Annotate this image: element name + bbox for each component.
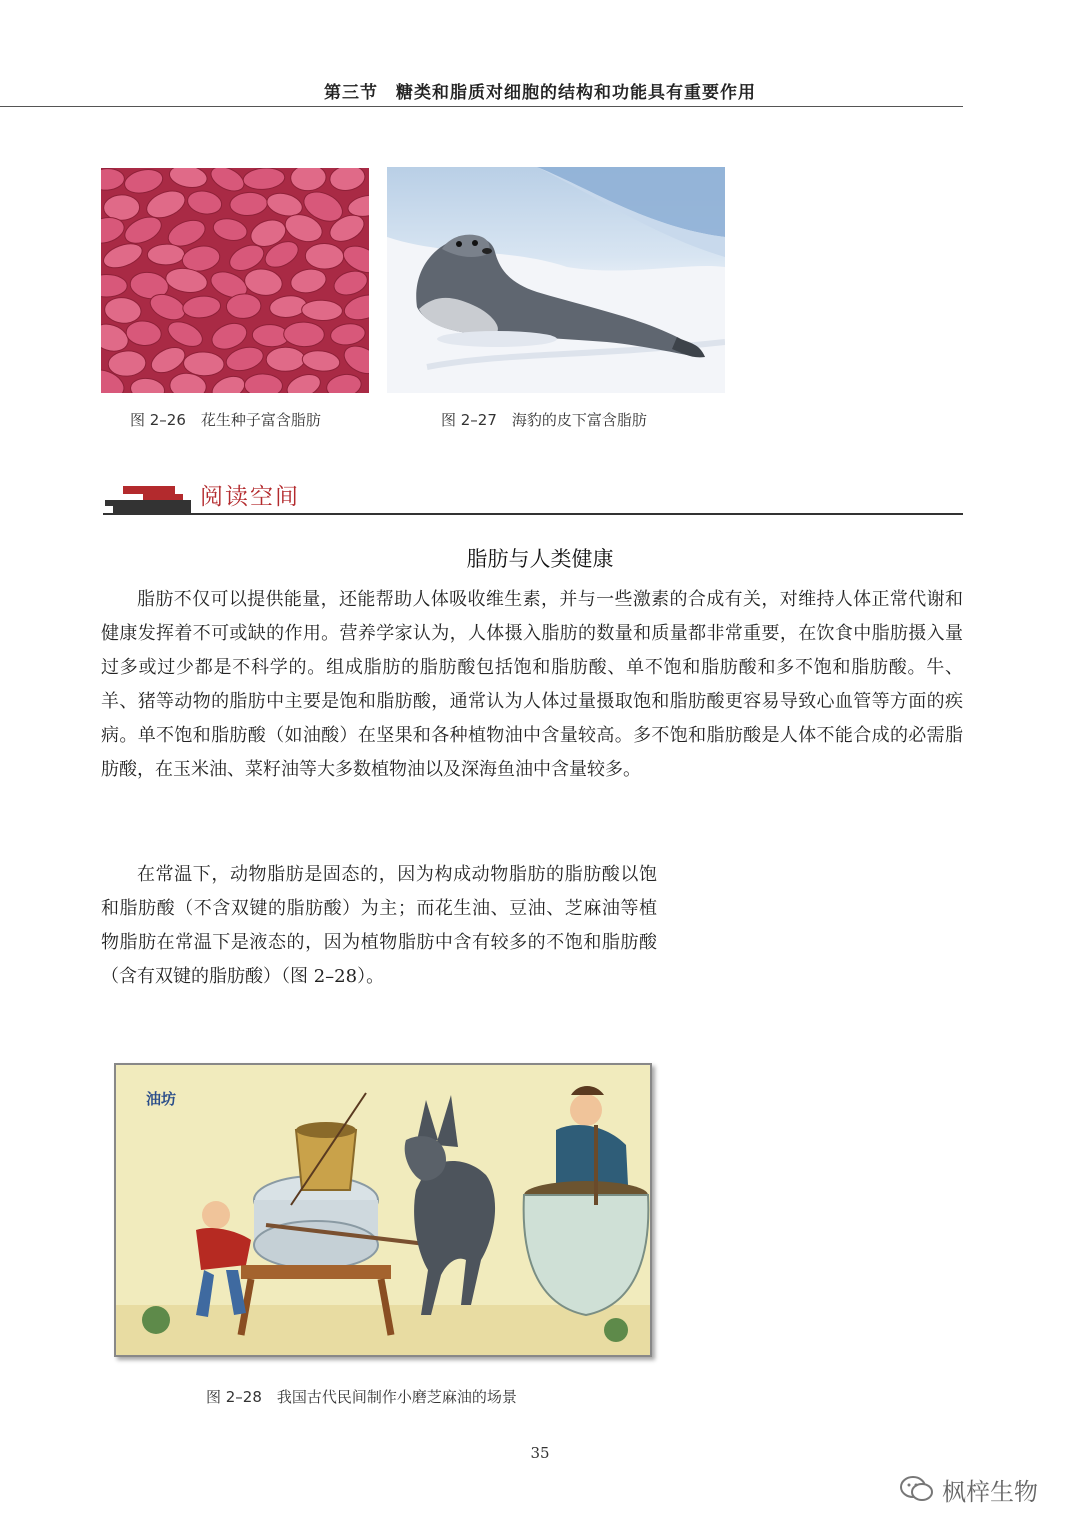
illustration-label: 油坊 [146, 1090, 177, 1108]
section-rule [103, 513, 963, 515]
article-title: 脂肪与人类健康 [466, 547, 614, 571]
article-paragraph: 脂肪不仅可以提供能量，还能帮助人体吸收维生素，并与一些激素的合成有关，对维持人体正常代谢和健康发挥着不可或缺的作用。营养学家认为，人体摄入脂肪的数量和质量都非常重要，在饮食中脂肪摄入量过多或过少都是不科学的。组成脂肪的脂肪酸包括饱和脂肪酸、单不饱和脂肪酸和多不饱和脂肪酸。牛、羊、猪等动物的脂肪中主要是饱和脂肪酸，通常认为人体过量摄取饱和脂肪酸更容易导致心血管等方面的疾病。单不饱和脂肪酸（如油酸）在坚果和各种植物油中含量较高。多不饱和脂肪酸是人体不能合成的必需脂肪酸，在玉米油、菜籽油等大多数植物油以及深海鱼油中含量较多。 [101, 589, 963, 780]
watermark-text: 枫梓生物 [942, 1477, 1038, 1506]
body-paragraph: 在常温下，动物脂肪是固态的，因为构成动物脂肪的脂肪酸以饱和脂肪酸（不含双键的脂肪酸）为主；而花生油、豆油、芝麻油等植物脂肪在常温下是液态的，因为植物脂肪中含有较多的不饱和脂肪酸（含有双键的脂肪酸）（图 2–28）。 [101, 864, 657, 987]
page-header-title: 第三节 糖类和脂质对细胞的结构和功能具有重要作用 [324, 83, 756, 103]
section-title: 阅读空间 [200, 484, 300, 510]
figure-2-28-caption: 图 2–28 我国古代民间制作小磨芝麻油的场景 [206, 1388, 517, 1406]
figure-2-27-caption: 图 2–27 海豹的皮下富含脂肪 [441, 411, 647, 429]
page-number: 35 [530, 1444, 550, 1462]
figure-2-26-caption: 图 2–26 花生种子富含脂肪 [130, 411, 321, 429]
header-rule [0, 106, 963, 107]
peanut-seeds-photo [101, 168, 369, 393]
oil-mill-illustration [114, 1063, 652, 1357]
watermark [900, 1474, 1038, 1504]
seal-photo [387, 167, 725, 393]
wechat-icon [900, 1475, 934, 1503]
